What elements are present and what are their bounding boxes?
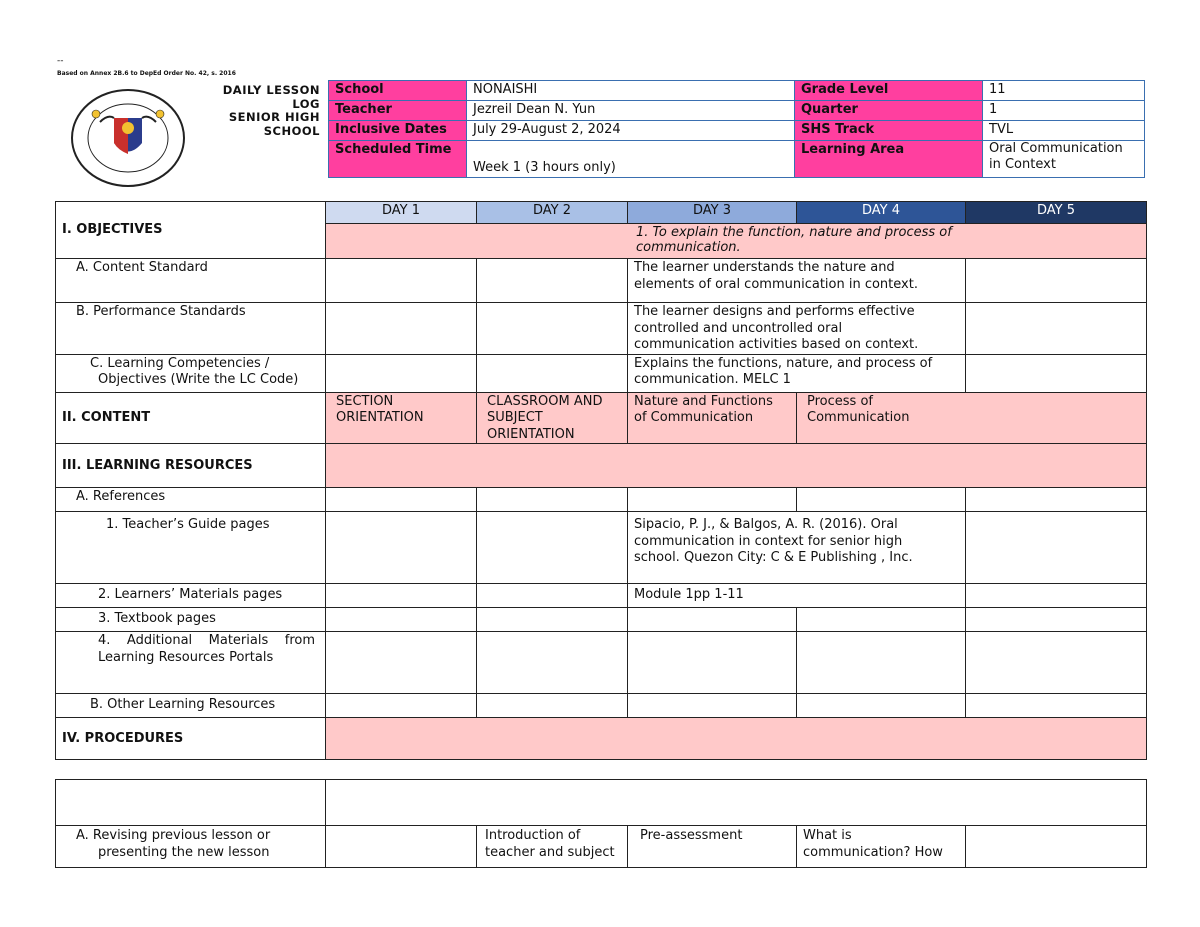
- cell: [477, 584, 628, 608]
- cell: [326, 488, 477, 512]
- cell: [326, 694, 477, 718]
- content-day3: Nature and Functions of Communication: [628, 392, 797, 444]
- track-value: TVL: [983, 121, 1145, 141]
- cell: [628, 694, 797, 718]
- cell: [477, 354, 628, 392]
- dll-title-line: DAILY LESSON: [222, 83, 320, 97]
- other-resources-label: B. Other Learning Resources: [56, 694, 326, 718]
- performance-standards-label: B. Performance Standards: [56, 303, 326, 355]
- resources-band: [326, 444, 1147, 488]
- cell: [477, 512, 628, 584]
- cell: [966, 512, 1147, 584]
- learners-materials-text: Module 1pp 1-11: [628, 584, 966, 608]
- competencies-label-line: C. Learning Competencies /: [90, 355, 270, 371]
- revising-day2: Introduction of teacher and subject: [477, 826, 628, 868]
- revising-day3: Pre-assessment: [628, 826, 797, 868]
- quarter-label: Quarter: [795, 101, 983, 121]
- cell: [628, 488, 797, 512]
- deped-basis-note: Based on Annex 2B.6 to DepEd Order No. 42, s. 2016: [57, 70, 236, 77]
- cell: [326, 259, 477, 303]
- cell: [326, 303, 477, 355]
- revising-lesson-label: [56, 826, 326, 868]
- cell: [966, 608, 1147, 632]
- cell: [966, 826, 1147, 868]
- cell: [797, 488, 966, 512]
- cell: [56, 780, 326, 826]
- cell: [628, 608, 797, 632]
- time-label: Scheduled Time: [329, 141, 467, 178]
- cell: [477, 608, 628, 632]
- revising-lesson-label-line: A. Revising previous lesson or: [76, 828, 271, 843]
- cell: [966, 354, 1147, 392]
- school-label: School: [329, 81, 467, 101]
- objectives-label: I. OBJECTIVES: [56, 202, 326, 259]
- cell: [966, 303, 1147, 355]
- dll-title-line: LOG: [292, 96, 320, 111]
- procedures-band: [326, 718, 1147, 760]
- dll-title-line: SENIOR HIGH: [228, 110, 320, 124]
- day-header: DAY 4: [797, 202, 966, 224]
- procedures-label: IV. PROCEDURES: [56, 718, 326, 760]
- revising-day4: What is communication? How: [797, 826, 966, 868]
- deped-seal-logo: [70, 88, 186, 188]
- cell: [628, 632, 797, 694]
- teacher-label: Teacher: [329, 101, 467, 121]
- dash-marker: --: [57, 56, 64, 66]
- quarter-value: 1: [983, 101, 1145, 121]
- cell: [477, 303, 628, 355]
- cell: [797, 632, 966, 694]
- content-label: II. CONTENT: [56, 392, 326, 444]
- dll-title: [190, 84, 320, 138]
- content-day4: Process of Communication: [797, 392, 966, 444]
- learners-materials-label: 2. Learners’ Materials pages: [56, 584, 326, 608]
- cell: [326, 512, 477, 584]
- competencies-label-line: Objectives (Write the LC Code): [98, 372, 299, 387]
- cell: [326, 608, 477, 632]
- cell: [966, 632, 1147, 694]
- content-standard-label: A. Content Standard: [56, 259, 326, 303]
- teachers-guide-text: Sipacio, P. J., & Balgos, A. R. (2016). Oral communication in context for senior high school. Quezon City: C & E Publishing , Inc.: [628, 512, 966, 584]
- cell: [477, 488, 628, 512]
- day-header: DAY 1: [326, 202, 477, 224]
- cell: [966, 259, 1147, 303]
- competencies-label: [56, 354, 326, 392]
- teacher-value: Jezreil Dean N. Yun: [467, 101, 795, 121]
- grade-value: 11: [983, 81, 1145, 101]
- textbook-label: 3. Textbook pages: [56, 608, 326, 632]
- teachers-guide-label: 1. Teacher’s Guide pages: [56, 512, 326, 584]
- cell: [326, 584, 477, 608]
- procedures-table: [55, 779, 1147, 868]
- dates-value: July 29-August 2, 2024: [467, 121, 795, 141]
- day-header: DAY 5: [966, 202, 1147, 224]
- cell: [326, 826, 477, 868]
- content-day1: SECTION ORIENTATION: [326, 392, 477, 444]
- area-value: Oral Communication in Context: [983, 141, 1145, 178]
- cell: [966, 488, 1147, 512]
- objectives-text: 1. To explain the function, nature and process of communication.: [326, 224, 1147, 259]
- references-label: A. References: [56, 488, 326, 512]
- track-label: SHS Track: [795, 121, 983, 141]
- cell: [326, 780, 1147, 826]
- dll-title-line: SCHOOL: [263, 123, 320, 138]
- cell: [797, 694, 966, 718]
- cell: [477, 259, 628, 303]
- content-day2: CLASSROOM AND SUBJECT ORIENTATION: [477, 392, 628, 444]
- header-info-table: [328, 80, 1145, 178]
- cell: [326, 632, 477, 694]
- day-header: DAY 3: [628, 202, 797, 224]
- cell: [477, 694, 628, 718]
- additional-materials-label: 4. Additional Materials from Learning Resources Portals: [56, 632, 326, 694]
- school-value: NONAISHI: [467, 81, 795, 101]
- cell: [966, 584, 1147, 608]
- area-label: Learning Area: [795, 141, 983, 178]
- performance-standards-text: The learner designs and performs effective controlled and uncontrolled oral communication activities based on context.: [628, 303, 966, 355]
- cell: [966, 392, 1147, 444]
- lesson-log-table: [55, 201, 1147, 760]
- cell: [797, 608, 966, 632]
- revising-lesson-label-line: presenting the new lesson: [98, 844, 270, 860]
- resources-label: III. LEARNING RESOURCES: [56, 444, 326, 488]
- day-header: DAY 2: [477, 202, 628, 224]
- time-value: Week 1 (3 hours only): [467, 141, 795, 178]
- cell: [477, 632, 628, 694]
- content-standard-text: The learner understands the nature and elements of oral communication in context.: [628, 259, 966, 303]
- dates-label: Inclusive Dates: [329, 121, 467, 141]
- grade-label: Grade Level: [795, 81, 983, 101]
- cell: [966, 694, 1147, 718]
- cell: [326, 354, 477, 392]
- competencies-text: Explains the functions, nature, and process of communication. MELC 1: [628, 354, 966, 392]
